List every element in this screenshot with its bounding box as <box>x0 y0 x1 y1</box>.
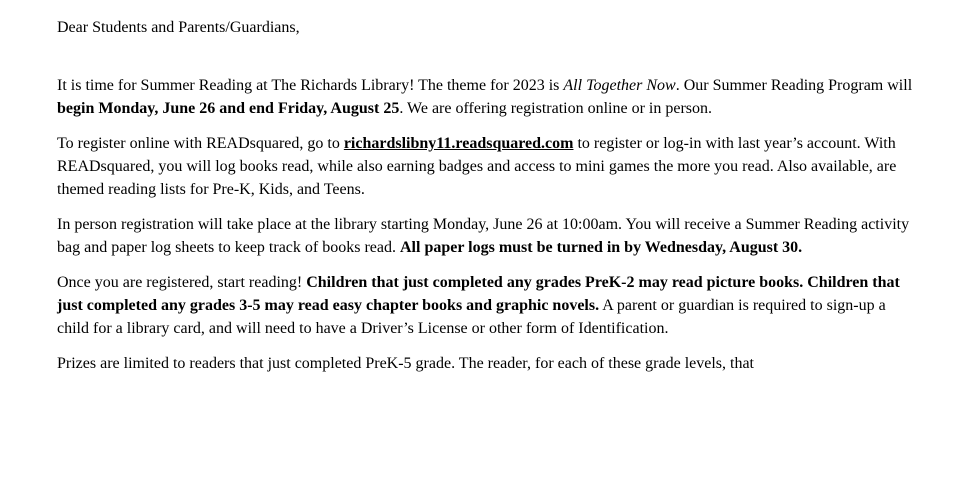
letter-body <box>57 16 917 375</box>
spacer <box>57 120 917 132</box>
readsquared-link[interactable]: richardslibny11.readsquared.com <box>343 135 574 152</box>
paragraph-prizes <box>57 352 917 375</box>
online-text-1: To register online with READsquared, go to <box>57 135 344 152</box>
salutation: Dear Students and Parents/Guardians, <box>57 19 300 36</box>
online-text-2: to register or log-in with last year’s account. With READsquared, you will log books read, while also earning badges and access to mini games the more you read. Also available, are themed reading lists for Pre-K, Kids, and Teens. <box>57 135 897 198</box>
paragraph-in-person-registration <box>57 213 917 259</box>
paper-log-deadline: All paper logs must be turned in by Wednesday, August 30. <box>400 239 803 256</box>
paragraph-reading-rules <box>57 271 917 340</box>
grade-reading-rules: Children that just completed any grades PreK-2 may read picture books. Children that just completed any grades 3-5 may read easy chapter books and graphic novels. <box>57 274 900 314</box>
rules-text-2: A parent or guardian is required to sign-up a child for a library card, and will need to have a Driver’s License or other form of Identification. <box>57 297 886 337</box>
prizes-text: Prizes are limited to readers that just completed PreK-5 grade. The reader, for each of these grade levels, that <box>57 355 754 372</box>
spacer <box>57 39 917 74</box>
intro-text-2: . Our Summer Reading Program will <box>675 77 913 94</box>
intro-text-3: . We are offering registration online or in person. <box>399 100 713 117</box>
in-person-text: In person registration will take place at the library starting Monday, June 26 at 10:00am. You will receive a Summer Reading activity bag and paper log sheets to keep track of books read. <box>57 216 910 256</box>
spacer <box>57 340 917 352</box>
spacer <box>57 259 917 271</box>
intro-text-1: It is time for Summer Reading at The Richards Library! The theme for 2023 is <box>57 77 564 94</box>
spacer <box>57 201 917 213</box>
paragraph-intro <box>57 74 917 120</box>
rules-text-1: Once you are registered, start reading! <box>57 274 307 291</box>
paragraph-online-registration <box>57 132 917 201</box>
theme-title: All Together Now <box>563 77 676 94</box>
program-dates: begin Monday, June 26 and end Friday, August 25 <box>57 100 400 117</box>
